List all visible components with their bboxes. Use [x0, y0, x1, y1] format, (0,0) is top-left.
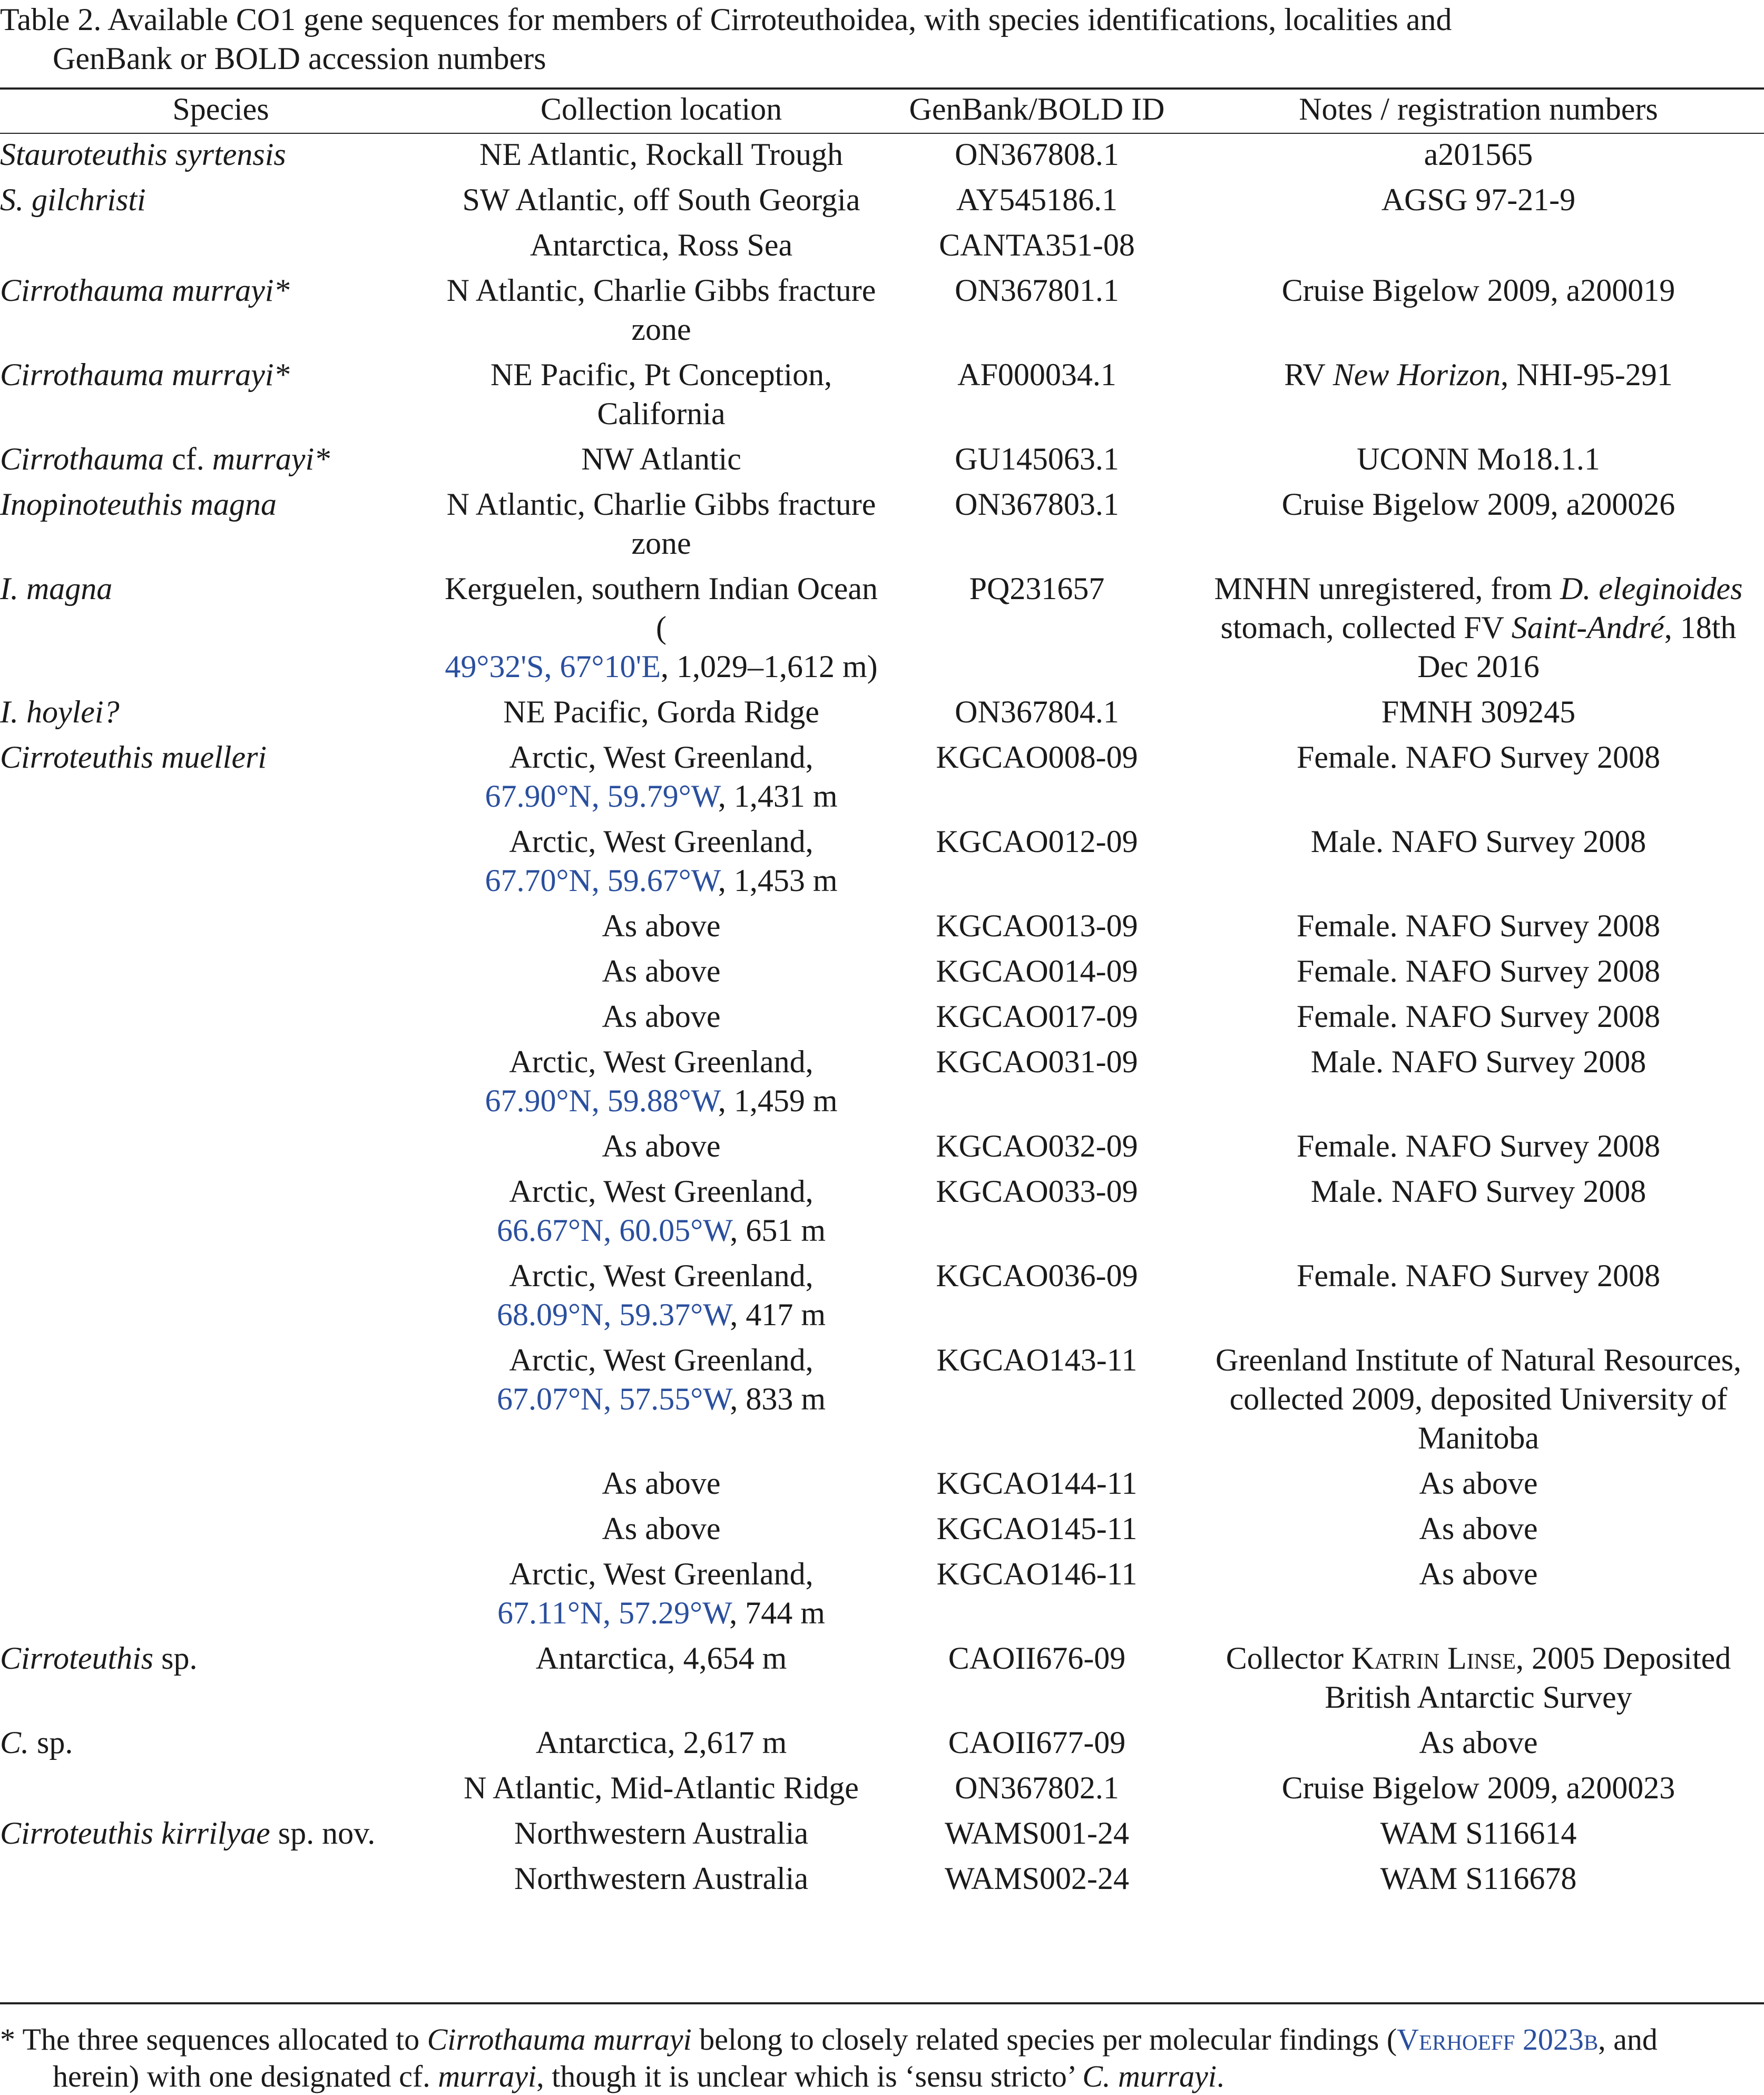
- coordinate-link[interactable]: 67.90°N, 59.88°W: [485, 1083, 718, 1118]
- coordinate-link[interactable]: 49°32'S, 67°10'E: [445, 649, 661, 684]
- species-cell: [0, 906, 442, 952]
- location-cell: [442, 355, 881, 439]
- location-text: N Atlantic, Mid-Atlantic Ridge: [464, 1770, 859, 1805]
- notes-text: Male. NAFO Survey 2008: [1310, 1044, 1647, 1079]
- table-row: [0, 1814, 1764, 1859]
- location-cell: [442, 1768, 881, 1814]
- location-cell: [442, 1256, 881, 1340]
- footnote-text: belong to closely related species per molecular findings (: [691, 2022, 1397, 2057]
- location-text: Arctic, West Greenland,: [509, 1343, 814, 1377]
- depth-text: , 417 m: [730, 1297, 826, 1332]
- location-cell: [442, 1127, 881, 1172]
- notes-cell: [1193, 226, 1764, 271]
- table-row: [0, 1464, 1764, 1509]
- table-row: [0, 135, 1764, 180]
- header-species: Species: [172, 92, 269, 126]
- notes-text: a201565: [1424, 137, 1533, 172]
- location-text: N Atlantic, Charlie Gibbs fracture zone: [446, 273, 876, 347]
- notes-cell: [1193, 997, 1764, 1042]
- location-cell: [442, 692, 881, 738]
- location-cell: [442, 1340, 881, 1464]
- species-cell: [0, 569, 442, 692]
- footnote: [0, 2021, 1764, 2095]
- notes-text: Greenland Institute of Natural Resources, collected 2009, deposited University of Manitoba: [1216, 1343, 1741, 1455]
- footnote-species: C. murrayi: [1082, 2059, 1217, 2093]
- accession-cell: KGCAO036-09: [936, 1258, 1138, 1293]
- location-text: Arctic, West Greenland,: [509, 1174, 814, 1209]
- accession-cell: KGCAO146-11: [936, 1556, 1138, 1591]
- species-cell: [0, 439, 442, 485]
- notes-cell: [1193, 1723, 1764, 1768]
- location-text: Arctic, West Greenland,: [509, 1556, 814, 1591]
- location-cell: [442, 135, 881, 180]
- footnote-text: , though it is unclear which is ‘sensu stricto’: [536, 2059, 1083, 2093]
- location-cell: [442, 1464, 881, 1509]
- notes-cell: [1193, 906, 1764, 952]
- table-row: [0, 692, 1764, 738]
- location-text: Arctic, West Greenland,: [509, 824, 814, 859]
- caption-line-1: Table 2. Available CO1 gene sequences for members of Cirroteuthoidea, with species identifications, localities and: [0, 2, 1452, 37]
- species-cell: [0, 226, 442, 271]
- coordinate-link[interactable]: 68.09°N, 59.37°W: [496, 1297, 730, 1332]
- accession-cell: KGCAO033-09: [936, 1174, 1138, 1209]
- table-row: [0, 180, 1764, 226]
- species-cell: [0, 355, 442, 439]
- notes-cell: [1193, 1768, 1764, 1814]
- accession-cell: KGCAO012-09: [936, 824, 1138, 859]
- accession-cell: KGCAO013-09: [936, 908, 1138, 943]
- location-cell: [442, 1554, 881, 1639]
- footnote-text: herein) with one designated cf.: [53, 2059, 438, 2093]
- table-row: [0, 997, 1764, 1042]
- notes-text: WAM S116614: [1380, 1816, 1577, 1851]
- notes-cell: [1193, 569, 1764, 692]
- species-cell: [0, 271, 442, 355]
- species-ref: D. eleginoides: [1560, 571, 1743, 606]
- notes-text: Collector: [1226, 1641, 1351, 1676]
- notes-text: WAM S116678: [1380, 1861, 1577, 1896]
- location-text: Northwestern Australia: [514, 1861, 809, 1896]
- location-text: Arctic, West Greenland,: [509, 1044, 814, 1079]
- notes-text: Female. NAFO Survey 2008: [1297, 999, 1660, 1034]
- accession-cell: KGCAO014-09: [936, 954, 1138, 988]
- notes-text: Female. NAFO Survey 2008: [1297, 1129, 1660, 1163]
- depth-text: , 744 m: [729, 1595, 825, 1630]
- notes-cell: [1193, 439, 1764, 485]
- species-cell: [0, 738, 442, 822]
- species-cell: [0, 1127, 442, 1172]
- location-text: As above: [602, 1129, 721, 1163]
- location-cell: [442, 1639, 881, 1723]
- accession-cell: KGCAO143-11: [936, 1343, 1138, 1377]
- coordinate-link[interactable]: 67.90°N, 59.79°W: [485, 779, 718, 814]
- coordinate-link[interactable]: 67.07°N, 57.55°W: [496, 1382, 730, 1416]
- accession-cell: WAMS002-24: [944, 1861, 1129, 1896]
- accession-cell: WAMS001-24: [944, 1816, 1129, 1851]
- coordinate-link[interactable]: 66.67°N, 60.05°W: [496, 1213, 730, 1248]
- location-text: NE Pacific, Gorda Ridge: [503, 694, 819, 729]
- location-text: SW Atlantic, off South Georgia: [462, 182, 860, 217]
- table-row: [0, 952, 1764, 997]
- table-row: [0, 1554, 1764, 1639]
- species-qualifier: sp.: [153, 1641, 198, 1676]
- notes-text: stomach, collected FV: [1220, 610, 1512, 645]
- table-row: [0, 738, 1764, 822]
- location-text: NE Atlantic, Rockall Trough: [479, 137, 843, 172]
- species-name: Cirrothauma: [0, 442, 164, 476]
- vessel-name: New Horizon: [1332, 357, 1501, 392]
- species-qualifier: sp. nov.: [270, 1816, 376, 1851]
- footnote-species: Cirrothauma murrayi: [427, 2022, 692, 2057]
- vessel-name: Saint-André: [1511, 610, 1664, 645]
- depth-text: , 1,431 m: [718, 779, 838, 814]
- species-cell: [0, 1042, 442, 1127]
- species-cell: [0, 1768, 442, 1814]
- footnote-text: .: [1216, 2059, 1224, 2093]
- table-row: [0, 355, 1764, 439]
- header-id: GenBank/BOLD ID: [909, 92, 1165, 126]
- notes-cell: [1193, 1127, 1764, 1172]
- table-body: [0, 135, 1764, 1904]
- coordinate-link[interactable]: 67.11°N, 57.29°W: [497, 1595, 730, 1630]
- accession-cell: CAOII677-09: [948, 1725, 1126, 1760]
- table-row: [0, 822, 1764, 906]
- species-cell: [0, 1464, 442, 1509]
- notes-text: As above: [1419, 1556, 1538, 1591]
- table-row: [0, 1172, 1764, 1256]
- notes-text: Cruise Bigelow 2009, a200023: [1281, 1770, 1675, 1805]
- notes-text: RV: [1284, 357, 1333, 392]
- location-text: Arctic, West Greenland,: [509, 1258, 814, 1293]
- location-cell: [442, 1042, 881, 1127]
- accession-cell: KGCAO008-09: [936, 740, 1138, 775]
- species-cell: [0, 485, 442, 569]
- notes-text: AGSG 97-21-9: [1381, 182, 1576, 217]
- species-name: Stauroteuthis syrtensis: [0, 137, 286, 172]
- species-cell: [0, 822, 442, 906]
- species-cell: [0, 1859, 442, 1904]
- location-cell: [442, 485, 881, 569]
- depth-text: , 1,029–1,612 m): [660, 649, 878, 684]
- table-row: [0, 569, 1764, 692]
- notes-text: Female. NAFO Survey 2008: [1297, 1258, 1660, 1293]
- notes-text: As above: [1419, 1466, 1538, 1501]
- notes-cell: [1193, 738, 1764, 822]
- location-text: Antarctica, 2,617 m: [535, 1725, 787, 1760]
- accession-cell: PQ231657: [969, 571, 1105, 606]
- table-row: [0, 1639, 1764, 1723]
- table-row: [0, 439, 1764, 485]
- species-qualifier: cf.: [164, 442, 212, 476]
- table-row: [0, 906, 1764, 952]
- bottom-rule: [0, 2002, 1764, 2004]
- table-row: [0, 485, 1764, 569]
- notes-cell: [1193, 1639, 1764, 1723]
- location-text: As above: [602, 908, 721, 943]
- notes-cell: [1193, 1172, 1764, 1256]
- coordinate-link[interactable]: 67.70°N, 59.67°W: [485, 863, 718, 898]
- notes-cell: [1193, 355, 1764, 439]
- location-cell: [442, 1859, 881, 1904]
- accession-cell: KGCAO017-09: [936, 999, 1138, 1034]
- notes-text: MNHN unregistered, from: [1214, 571, 1560, 606]
- location-text: As above: [602, 999, 721, 1034]
- accession-cell: ON367801.1: [955, 273, 1119, 308]
- location-text: As above: [602, 1511, 721, 1546]
- species-name: Cirrothauma murrayi*: [0, 357, 290, 392]
- location-cell: [442, 738, 881, 822]
- location-text: As above: [602, 1466, 721, 1501]
- notes-text: As above: [1419, 1725, 1538, 1760]
- location-cell: [442, 952, 881, 997]
- location-cell: [442, 997, 881, 1042]
- accession-cell: AF000034.1: [957, 357, 1116, 392]
- location-cell: [442, 226, 881, 271]
- table-row: [0, 271, 1764, 355]
- location-text: NW Atlantic: [581, 442, 741, 476]
- species-cell: [0, 1723, 442, 1768]
- accession-cell: KGCAO031-09: [936, 1044, 1138, 1079]
- sequence-table: [0, 90, 1764, 1904]
- notes-text: , NHI-95-291: [1501, 357, 1673, 392]
- species-name: I. hoylei?: [0, 694, 120, 729]
- notes-cell: [1193, 1042, 1764, 1127]
- species-cell: [0, 1172, 442, 1256]
- location-text: N Atlantic, Charlie Gibbs fracture zone: [446, 487, 876, 561]
- location-cell: [442, 569, 881, 692]
- species-name: Cirroteuthis: [0, 1641, 154, 1676]
- accession-cell: ON367804.1: [955, 694, 1119, 729]
- species-cell: [0, 952, 442, 997]
- species-cell: [0, 135, 442, 180]
- location-text: As above: [602, 954, 721, 988]
- species-cell: [0, 1814, 442, 1859]
- footnote-line-2: [0, 2058, 1764, 2095]
- notes-cell: [1193, 692, 1764, 738]
- notes-cell: [1193, 1554, 1764, 1639]
- depth-text: , 1,453 m: [718, 863, 838, 898]
- location-cell: [442, 271, 881, 355]
- collector-name: Katrin Linse: [1351, 1641, 1516, 1676]
- species-name: Cirroteuthis kirrilyae: [0, 1816, 270, 1851]
- species-cell: [0, 1509, 442, 1554]
- location-cell: [442, 180, 881, 226]
- notes-cell: [1193, 952, 1764, 997]
- table-row: [0, 1859, 1764, 1904]
- accession-cell: ON367803.1: [955, 487, 1119, 522]
- notes-text: UCONN Mo18.1.1: [1357, 442, 1600, 476]
- notes-cell: [1193, 485, 1764, 569]
- accession-cell: AY545186.1: [956, 182, 1118, 217]
- notes-cell: [1193, 1340, 1764, 1464]
- species-cell: [0, 1639, 442, 1723]
- species-name: I. magna: [0, 571, 113, 606]
- location-cell: [442, 1172, 881, 1256]
- species-name: Cirrothauma murrayi*: [0, 273, 290, 308]
- location-cell: [442, 1814, 881, 1859]
- species-name: Cirroteuthis muelleri: [0, 740, 267, 775]
- depth-text: , 833 m: [730, 1382, 826, 1416]
- notes-text: Female. NAFO Survey 2008: [1297, 740, 1660, 775]
- accession-cell: CANTA351-08: [939, 228, 1135, 262]
- species-cell: [0, 692, 442, 738]
- notes-text: , 2005 Deposited British Antarctic Survey: [1325, 1641, 1731, 1715]
- notes-text: As above: [1419, 1511, 1538, 1546]
- species-cell: [0, 1554, 442, 1639]
- notes-cell: [1193, 135, 1764, 180]
- table-row: [0, 1256, 1764, 1340]
- location-text: Antarctica, 4,654 m: [535, 1641, 787, 1676]
- caption-line-2: GenBank or BOLD accession numbers: [53, 41, 546, 76]
- species-cell: [0, 1256, 442, 1340]
- species-qualifier: sp.: [29, 1725, 73, 1760]
- notes-cell: [1193, 1859, 1764, 1904]
- header-notes: Notes / registration numbers: [1299, 92, 1658, 126]
- footnote-text: , and: [1598, 2022, 1658, 2057]
- notes-cell: [1193, 180, 1764, 226]
- accession-cell: ON367808.1: [955, 137, 1119, 172]
- accession-cell: GU145063.1: [955, 442, 1119, 476]
- notes-cell: [1193, 1464, 1764, 1509]
- notes-text: , 18th Dec 2016: [1417, 610, 1737, 684]
- notes-cell: [1193, 1509, 1764, 1554]
- accession-cell: KGCAO144-11: [936, 1466, 1138, 1501]
- species-cell: [0, 997, 442, 1042]
- species-name: murrayi*: [212, 442, 330, 476]
- location-cell: [442, 822, 881, 906]
- notes-text: Cruise Bigelow 2009, a200019: [1281, 273, 1675, 308]
- table-row: [0, 1127, 1764, 1172]
- table-row: [0, 1509, 1764, 1554]
- table-header-row: [0, 90, 1764, 135]
- location-text: Northwestern Australia: [514, 1816, 809, 1851]
- table-row: [0, 1042, 1764, 1127]
- notes-text: Female. NAFO Survey 2008: [1297, 954, 1660, 988]
- notes-cell: [1193, 822, 1764, 906]
- accession-cell: KGCAO032-09: [936, 1129, 1138, 1163]
- species-name: S. gilchristi: [0, 182, 146, 217]
- footnote-citation-link[interactable]: Verhoeff 2023b: [1397, 2022, 1599, 2057]
- header-location: Collection location: [540, 92, 782, 126]
- notes-text: FMNH 309245: [1381, 694, 1576, 729]
- footnote-species: murrayi: [438, 2059, 537, 2093]
- location-cell: [442, 906, 881, 952]
- table-row: [0, 1768, 1764, 1814]
- species-name: Inopinoteuthis magna: [0, 487, 277, 522]
- notes-cell: [1193, 1256, 1764, 1340]
- footnote-text: * The three sequences allocated to: [0, 2022, 427, 2057]
- table-row: [0, 1723, 1764, 1768]
- table-caption: [0, 0, 1764, 78]
- notes-cell: [1193, 271, 1764, 355]
- notes-text: Female. NAFO Survey 2008: [1297, 908, 1660, 943]
- location-cell: [442, 1509, 881, 1554]
- notes-cell: [1193, 1814, 1764, 1859]
- accession-cell: KGCAO145-11: [936, 1511, 1138, 1546]
- notes-text: Cruise Bigelow 2009, a200026: [1281, 487, 1675, 522]
- species-name: C.: [0, 1725, 30, 1760]
- accession-cell: CAOII676-09: [948, 1641, 1126, 1676]
- location-text: Antarctica, Ross Sea: [530, 228, 793, 262]
- accession-cell: ON367802.1: [955, 1770, 1119, 1805]
- notes-text: Male. NAFO Survey 2008: [1310, 1174, 1647, 1209]
- location-cell: [442, 439, 881, 485]
- species-cell: [0, 180, 442, 226]
- location-cell: [442, 1723, 881, 1768]
- notes-text: Male. NAFO Survey 2008: [1310, 824, 1647, 859]
- depth-text: , 651 m: [730, 1213, 826, 1248]
- location-text: NE Pacific, Pt Conception, California: [490, 357, 832, 431]
- table-row: [0, 226, 1764, 271]
- location-text: Kerguelen, southern Indian Ocean (: [445, 571, 878, 645]
- species-cell: [0, 1340, 442, 1464]
- table-row: [0, 1340, 1764, 1464]
- depth-text: , 1,459 m: [718, 1083, 838, 1118]
- location-text: Arctic, West Greenland,: [509, 740, 814, 775]
